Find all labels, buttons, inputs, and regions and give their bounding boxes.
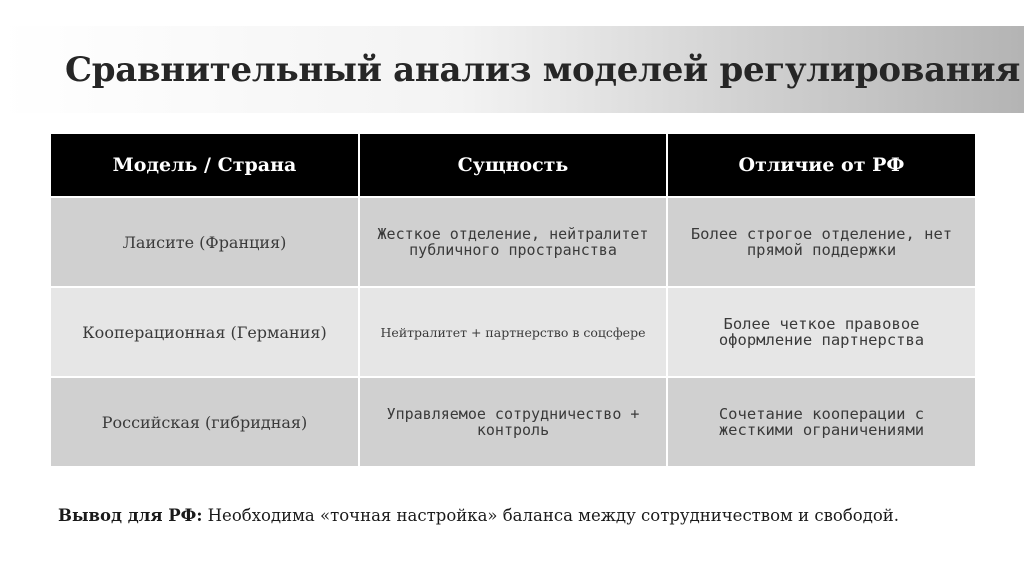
table-row [50, 197, 976, 287]
cell-difference: Более строгое отделение, нет прямой поддержки [667, 197, 976, 287]
cell-essence: Нейтралитет + партнерство в соцсфере [359, 287, 667, 377]
table-row [50, 287, 976, 377]
comparison-table [49, 132, 977, 468]
conclusion-text: Необходима «точная настройка» баланса между сотрудничеством и свободой. [202, 506, 900, 525]
conclusion [58, 506, 899, 525]
header-model: Модель / Страна [50, 133, 359, 197]
header-difference: Отличие от РФ [667, 133, 976, 197]
cell-model: Лаисите (Франция) [50, 197, 359, 287]
header-essence: Сущность [359, 133, 667, 197]
cell-difference: Сочетание кооперации с жесткими ограничениями [667, 377, 976, 467]
slide-title: Сравнительный анализ моделей регулирования [65, 50, 1021, 90]
cell-model: Российская (гибридная) [50, 377, 359, 467]
cell-difference: Более четкое правовое оформление партнерства [667, 287, 976, 377]
table-row [50, 377, 976, 467]
cell-essence: Управляемое сотрудничество + контроль [359, 377, 667, 467]
table-header-row [50, 133, 976, 197]
cell-essence: Жесткое отделение, нейтралитет публичного пространства [359, 197, 667, 287]
cell-model: Кооперационная (Германия) [50, 287, 359, 377]
conclusion-label: Вывод для РФ: [58, 506, 203, 525]
